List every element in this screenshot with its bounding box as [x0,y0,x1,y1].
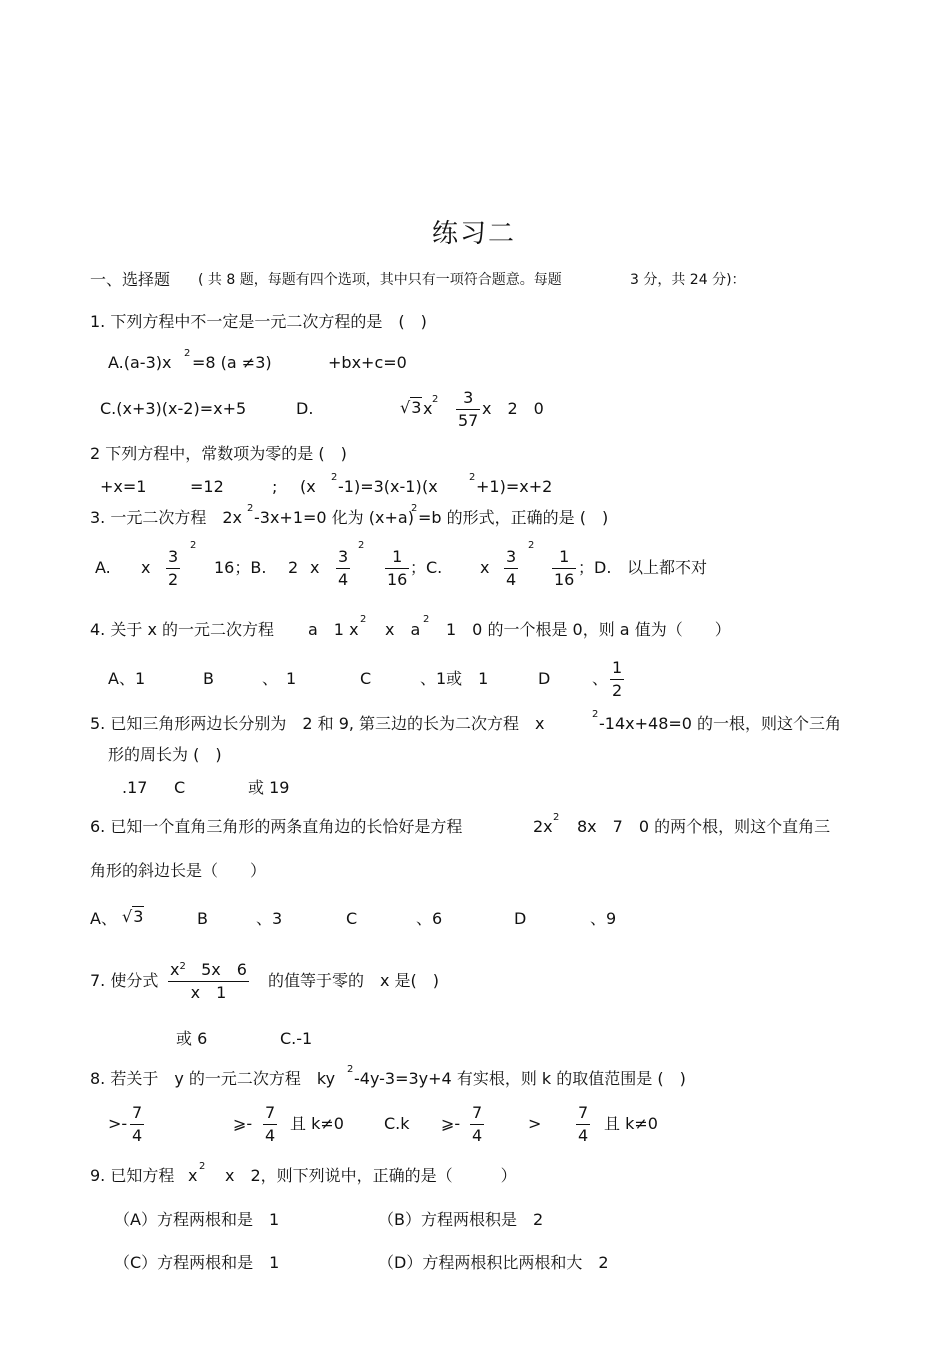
question-5-stem: 5. 已知三角形两边长分别为 2 和 9, 第三边的长为二次方程 x [90,714,545,733]
fraction-numerator: 1 [559,547,570,566]
q3-a-exponent: 2 [190,540,197,551]
q4-equation-a: a 1 x [308,620,359,639]
q8-a-fraction [130,1105,144,1144]
fraction-denominator: 4 [338,570,349,589]
section-note: ( 共 8 题，每题有四个选项，其中只有一项符合题意。每题 [198,272,562,288]
q1-option-a: A.(a-3)x [108,353,172,372]
q3-b-coefficient: 2 [288,558,299,577]
q9-equation-exponent: 2 [199,1161,206,1172]
q4-option-d-separator: 、 [592,669,609,688]
q3-b-x: x [310,558,320,577]
fraction-denominator: 57 [458,411,479,430]
q6-equation-b: 8x 7 0 的两个根，则这个直角三 [577,817,831,836]
q3-stem-exponent: 2 [247,503,254,514]
q8-option-b: ⩾- [233,1114,253,1133]
fraction-denominator: 2 [612,681,623,700]
q6-a-radicand: 3 [133,907,144,926]
q6-option-d: D [514,909,527,928]
q2-option-4-exponent: 2 [469,472,476,483]
fraction-denominator: 4 [506,570,517,589]
q8-option-c: C.k [384,1114,410,1133]
fraction-numerator: 3 [338,547,349,566]
q5-option-a: .17 [122,778,148,797]
q3-a-x: x [141,558,151,577]
q3-c-fraction [504,549,518,588]
q6-a-sqrt [122,909,144,925]
q6-option-b-value: 、3 [256,909,283,928]
q9-option-d: （D）方程两根积比两根和大 2 [378,1253,609,1272]
q8-c-fraction [470,1105,484,1144]
q3-a-value: 16；B. [214,558,267,577]
fraction-numerator: 1 [392,547,403,566]
q7-stem-rest: 的值等于零的 x 是( ) [268,971,440,990]
q7-numerator-exponent: 2 [179,961,186,972]
page-title: 练习二 [432,219,517,249]
q1-option-a-rest: =8 (a ≠3) [192,353,272,372]
q1-d-rest: x 2 0 [482,399,544,418]
q2-option-3-exponent: 2 [331,472,338,483]
fraction-denominator: 2 [168,570,179,589]
q4-option-c-value: 、1或 1 [420,669,489,688]
q2-option-3-rest: -1)=3(x-1) [338,477,422,496]
fraction-numerator: 7 [265,1103,276,1122]
q8-option-d-condition: 且 k≠0 [604,1114,658,1133]
q2-option-4: (x [422,477,438,496]
q8-option-a: >- [108,1114,128,1133]
q2-option-2: =12 [190,477,224,496]
q1-option-a-exponent: 2 [184,348,191,359]
q1-d-fraction [456,390,480,429]
fraction-denominator: 4 [265,1126,276,1145]
fraction-numerator: 3 [463,388,474,407]
q9-equation-x: x [188,1166,198,1185]
q3-option-d: 以上都不对 [627,558,708,577]
q7-option-b: 或 6 [176,1029,208,1048]
q5-stem-line-2: 形的周长为 ( ) [108,745,222,764]
q3-c-fraction-2 [552,549,576,588]
q3-option-a-label: A. [95,558,111,577]
q2-option-4-rest: +1)=x+2 [476,477,553,496]
q1-option-b: +bx+c=0 [328,353,407,372]
q4-equation-c: 1 0 的一个根是 0，则 a 值为（ ） [446,620,731,639]
q5-option-c-value: 或 19 [248,778,290,797]
fraction-numerator: 7 [578,1103,589,1122]
q8-d-fraction [576,1105,590,1144]
q2-option-3: (x [300,477,316,496]
fraction-numerator [168,962,249,981]
q9-option-c: （C）方程两根和是 1 [114,1253,280,1272]
q3-b-end: ；C. [410,558,443,577]
q8-stem-rest: -4y-3=3y+4 有实根，则 k 的取值范围是 ( ) [354,1069,686,1088]
q9-option-b: （B）方程两根积是 2 [378,1210,544,1229]
fraction-numerator: 1 [612,658,623,677]
question-9-stem: 9. 已知方程 [90,1166,175,1185]
fraction-denominator: 4 [132,1126,143,1145]
q4-equation-b: x a [385,620,421,639]
fraction-numerator: 7 [472,1103,483,1122]
q3-b-fraction-2 [385,549,409,588]
fraction-numerator: 3 [506,547,517,566]
fraction-numerator: 3 [168,547,179,566]
q3-c-exponent: 2 [528,540,535,551]
q5-option-c: C [174,778,186,797]
fraction-denominator: 4 [472,1126,483,1145]
q7-numerator-x: x [170,960,180,979]
q5-stem-rest: -14x+48=0 的一根，则这个三角 [599,714,842,733]
question-7-stem: 7. 使分式 [90,971,159,990]
q3-b-fraction [336,549,350,588]
q8-option-d: > [528,1114,542,1133]
q7-option-c: C.-1 [280,1029,313,1048]
q3-stem-exponent-2: 2 [411,503,418,514]
q8-stem-exponent: 2 [347,1064,354,1075]
q4-equation-exponent-2: 2 [423,614,430,625]
q4-d-fraction [610,660,624,699]
q3-a-fraction [166,549,180,588]
q9-equation-rest: x 2，则下列说中，正确的是（ ） [225,1166,517,1185]
q7-numerator-rest: 5x 6 [201,960,247,979]
q4-option-d: D [538,669,551,688]
q1-d-exponent: 2 [432,394,439,405]
q9-option-a: （A）方程两根和是 1 [114,1210,280,1229]
fraction-denominator: 16 [554,570,575,589]
sqrt-sign-icon: √ [400,398,411,417]
question-4-stem: 4. 关于 x 的一元二次方程 [90,620,274,639]
q3-stem-mid: -3x+1=0 化为 (x+a) [254,508,414,527]
q8-option-c-ge: ⩾- [441,1114,461,1133]
section-heading: 一、选择题 [90,270,171,289]
question-3-stem: 3. 一元二次方程 2x [90,508,243,527]
question-2-stem: 2 下列方程中，常数项为零的是 ( ) [90,444,347,463]
section-note-score: 3 分，共 24 分)： [630,272,746,288]
q4-option-b-value: 、 1 [262,669,297,688]
q1-option-d: D. [296,399,314,418]
q3-c-end: ；D. [578,558,612,577]
q2-option-1: +x=1 [100,477,147,496]
q4-option-b: B [203,669,214,688]
q1-d-x: x [423,399,433,418]
q1-option-c: C.(x+3)(x-2)=x+5 [100,399,247,418]
q6-option-d-value: 、9 [590,909,617,928]
question-6-stem: 6. 已知一个直角三角形的两条直角边的长恰好是方程 [90,817,463,836]
q1-d-sqrt [400,400,422,416]
q8-option-b-condition: 且 k≠0 [290,1114,344,1133]
fraction-numerator: 7 [132,1103,143,1122]
q4-option-c: C [360,669,372,688]
sqrt-sign-icon: √ [122,907,133,926]
q8-b-fraction [263,1105,277,1144]
fraction-denominator: x 1 [190,983,227,1002]
q6-equation-exponent: 2 [553,812,560,823]
q6-option-c-value: 、6 [416,909,443,928]
fraction-denominator: 16 [387,570,408,589]
q3-c-x: x [480,558,490,577]
q4-option-a: A、1 [108,669,146,688]
q2-separator: ; [272,477,278,496]
q7-fraction [168,962,249,1001]
q5-stem-exponent: 2 [592,709,599,720]
q6-option-a: A、 [90,909,117,928]
q6-equation-a: 2x [533,817,553,836]
q3-stem-end: =b 的形式，正确的是 ( ) [418,508,609,527]
question-8-stem: 8. 若关于 y 的一元二次方程 ky [90,1069,336,1088]
q6-option-c: C [346,909,358,928]
q4-equation-exponent: 2 [360,614,367,625]
q6-stem-line-2: 角形的斜边长是（ ） [90,861,267,880]
q6-option-b: B [197,909,208,928]
question-1-stem: 1. 下列方程中不一定是一元二次方程的是 ( ) [90,312,427,331]
fraction-denominator: 4 [578,1126,589,1145]
q1-d-radicand: 3 [411,398,422,417]
q3-b-exponent: 2 [358,540,365,551]
